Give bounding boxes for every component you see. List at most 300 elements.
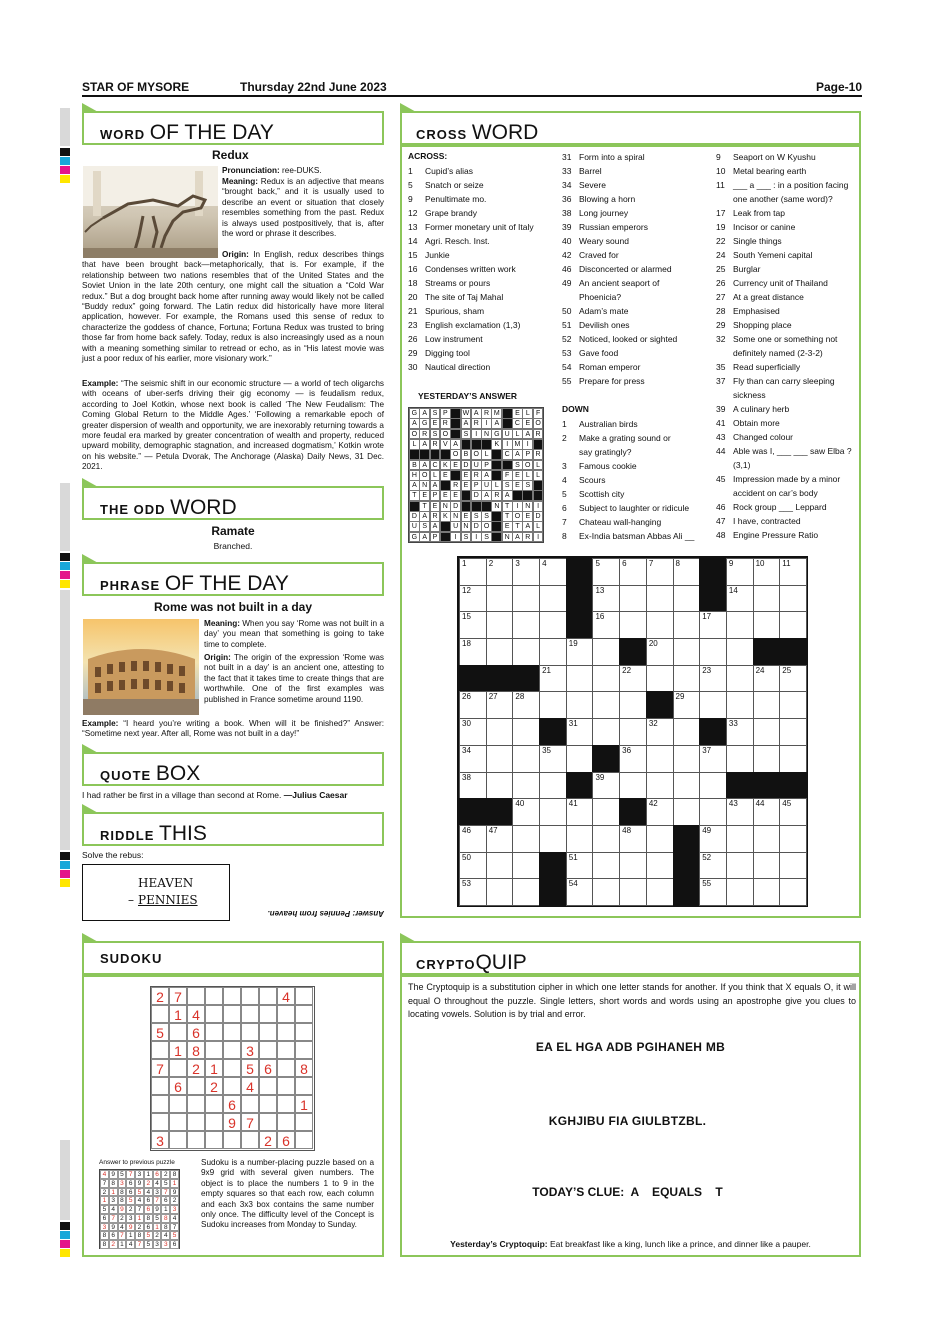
sudoku-cell[interactable] (259, 1095, 277, 1113)
crossword-cell[interactable]: 34 (459, 745, 487, 773)
crossword-cell[interactable] (779, 691, 807, 719)
crossword-cell[interactable] (512, 852, 540, 880)
crossword-cell[interactable] (779, 878, 807, 906)
crossword-cell[interactable]: 19 (566, 638, 594, 666)
sudoku-cell[interactable] (223, 1077, 241, 1095)
crossword-cell[interactable]: 25 (779, 665, 807, 693)
crossword-black-cell (486, 665, 514, 693)
crossword-cell[interactable] (673, 772, 701, 800)
crossword-cell[interactable] (726, 825, 754, 853)
crossword-cell[interactable] (592, 878, 620, 906)
answer-cell: P (481, 460, 492, 471)
crossword-cell[interactable] (512, 772, 540, 800)
sudoku-cell[interactable] (223, 1059, 241, 1077)
sudoku-cell[interactable] (169, 1131, 187, 1149)
answer-cell: L (430, 470, 441, 481)
color-bar (60, 166, 70, 174)
crossword-cell[interactable]: 21 (539, 665, 567, 693)
clue: 45 Impression made by a minor (716, 474, 841, 484)
crossword-cell[interactable]: 13 (592, 585, 620, 613)
crossword-cell[interactable] (486, 718, 514, 746)
crossword-cell[interactable]: 18 (459, 638, 487, 666)
crossword-black-cell (699, 585, 727, 613)
crossword-cell[interactable]: 50 (459, 852, 487, 880)
answer-cell: E (419, 490, 430, 501)
crossword-cell[interactable] (753, 852, 781, 880)
crossword-cell[interactable]: 14 (726, 585, 754, 613)
crossword-cell[interactable] (753, 825, 781, 853)
crossword-cell[interactable] (486, 852, 514, 880)
sudoku-cell[interactable] (259, 1113, 277, 1131)
sudoku-cell[interactable] (151, 1077, 169, 1095)
crossword-cell[interactable] (619, 772, 647, 800)
sudoku-cell[interactable] (295, 987, 313, 1005)
clue: 24 South Yemeni capital (716, 250, 813, 260)
answer-cell: K (440, 460, 451, 471)
crossword-cell[interactable]: 38 (459, 772, 487, 800)
crossword-cell[interactable] (779, 718, 807, 746)
cryptoquip-line1: EA EL HGA ADB PGIHANEH MB (535, 1040, 726, 1054)
crossword-cell[interactable] (512, 825, 540, 853)
crossword-cell[interactable]: 47 (486, 825, 514, 853)
crossword-cell[interactable] (486, 772, 514, 800)
clue: 51 Devilish ones (562, 320, 630, 330)
quote-text: I had rather be first in a village than second at Rome. —Julius Caesar (82, 790, 348, 800)
word-origin: Origin: In English, redux describes things that have been brought back—metaphorically, that is. For example, if the relationship between two nations resembles that of the United States and the Soviet Union in the late 20th century, one might call the situation a “Cold War redux.” But a dog brought back home after running away would likely not be called “Buddy redux” going forward. The Latin redux did historically have more literal application, however. For example, the Romans used this sense of redux to characterize the goddess of chance, Fortuna; Fortuna Redux was trusted to bring those far from home back safely. Today, redux is also increasingly used as a noun with a meaning something similar to retread or echo, as in “His latest movie was just a poor redux of his earlier, more visionary work.” (82, 250, 384, 364)
sudoku-cell: 1 (205, 1059, 223, 1077)
crossword-cell[interactable]: 46 (459, 825, 487, 853)
sudoku-cell[interactable] (259, 1041, 277, 1059)
crossword-cell[interactable] (753, 878, 781, 906)
crossword-cell[interactable]: 26 (459, 691, 487, 719)
crossword-cell[interactable] (539, 638, 567, 666)
answer-cell: E (512, 480, 523, 491)
crossword-cell[interactable]: 23 (699, 665, 727, 693)
crossword-cell[interactable] (486, 638, 514, 666)
crossword-cell[interactable] (646, 611, 674, 639)
crossword-cell[interactable] (726, 878, 754, 906)
crossword-cell[interactable]: 5 (592, 558, 620, 586)
crossword-cell[interactable]: 20 (646, 638, 674, 666)
answer-cell: A (430, 521, 441, 532)
margin-strip (60, 590, 70, 850)
crossword-cell[interactable] (566, 745, 594, 773)
sudoku-cell[interactable] (223, 1041, 241, 1059)
crossword-cell[interactable]: 41 (566, 798, 594, 826)
sudoku-cell[interactable] (277, 1005, 295, 1023)
sudoku-cell[interactable] (295, 1113, 313, 1131)
crossword-cell[interactable]: 44 (753, 798, 781, 826)
clue: 41 Obtain more (716, 418, 780, 428)
sudoku-cell: 9 (223, 1113, 241, 1131)
crossword-cell[interactable] (699, 798, 727, 826)
sudoku-cell[interactable] (223, 987, 241, 1005)
prev-answer-cell: 6 (100, 1214, 109, 1223)
crossword-cell[interactable] (779, 825, 807, 853)
answer-cell: A (522, 429, 533, 440)
down-clues-2 (716, 150, 861, 542)
crossword-cell[interactable] (566, 665, 594, 693)
crossword-cell[interactable]: 30 (459, 718, 487, 746)
crossword-cell[interactable]: 7 (646, 558, 674, 586)
crossword-cell[interactable] (539, 798, 567, 826)
crossword-cell[interactable]: 15 (459, 611, 487, 639)
prev-answer-cell: 3 (118, 1179, 127, 1188)
sudoku-cell[interactable] (277, 1041, 295, 1059)
crossword-cell[interactable] (726, 852, 754, 880)
crossword-cell[interactable] (753, 585, 781, 613)
crossword-cell[interactable] (486, 611, 514, 639)
crossword-cell[interactable]: 3 (512, 558, 540, 586)
paper-name: STAR OF MYSORE (82, 80, 190, 94)
crossword-cell[interactable] (512, 745, 540, 773)
answer-cell (502, 418, 513, 429)
sudoku-cell[interactable] (259, 987, 277, 1005)
crossword-cell[interactable]: 2 (486, 558, 514, 586)
crossword-cell[interactable]: 28 (512, 691, 540, 719)
prev-answer-cell: 5 (170, 1231, 179, 1240)
answer-cell (409, 449, 420, 460)
crossword-cell[interactable] (699, 691, 727, 719)
clue: 20 The site of Taj Mahal (408, 292, 504, 302)
answer-cell: D (471, 490, 482, 501)
answer-cell (461, 490, 472, 501)
prev-answer-cell: 9 (135, 1179, 144, 1188)
crossword-cell[interactable] (592, 691, 620, 719)
crossword-cell[interactable] (539, 585, 567, 613)
crossword-cell[interactable]: 8 (673, 558, 701, 586)
answer-cell: L (522, 470, 533, 481)
sudoku-cell[interactable] (205, 1023, 223, 1041)
crossword-cell[interactable] (566, 691, 594, 719)
crossword-cell[interactable]: 9 (726, 558, 754, 586)
crossword-cell[interactable] (619, 718, 647, 746)
rebus-line2: PENNIES (138, 893, 198, 907)
crossword-black-cell (779, 638, 807, 666)
crossword-cell[interactable] (673, 585, 701, 613)
color-bar (60, 580, 70, 588)
crossword-cell[interactable] (646, 878, 674, 906)
sudoku-cell[interactable] (241, 987, 259, 1005)
answer-cell (419, 449, 430, 460)
color-bar (60, 1231, 70, 1239)
crossword-cell[interactable]: 32 (646, 718, 674, 746)
sudoku-cell[interactable] (241, 1131, 259, 1149)
prev-answer-cell: 8 (100, 1240, 109, 1249)
crossword-cell[interactable]: 11 (779, 558, 807, 586)
clue: 34 Severe (562, 180, 606, 190)
crossword-cell[interactable]: 40 (512, 798, 540, 826)
crossword-cell[interactable] (779, 585, 807, 613)
answer-cell: R (522, 532, 533, 543)
answer-cell (450, 408, 461, 419)
crossword-title: CROSS WORD (400, 111, 861, 145)
crossword-cell[interactable] (512, 878, 540, 906)
crossword-cell[interactable]: 52 (699, 852, 727, 880)
crossword-cell[interactable] (512, 585, 540, 613)
cryptoquip-yesterday: Yesterday’s Cryptoquip: Eat breakfast like a king, lunch like a prince, and dinner like a pauper. (450, 1239, 811, 1249)
crossword-cell[interactable] (753, 611, 781, 639)
crossword-cell[interactable]: 29 (673, 691, 701, 719)
crossword-cell[interactable] (592, 718, 620, 746)
clue: 53 Gave food (562, 348, 619, 358)
sudoku-cell[interactable] (169, 1113, 187, 1131)
answer-cell: O (481, 521, 492, 532)
crossword-cell[interactable] (619, 585, 647, 613)
sudoku-cell[interactable] (223, 1005, 241, 1023)
answer-cell: S (461, 532, 472, 543)
crossword-cell[interactable] (566, 825, 594, 853)
sudoku-cell[interactable] (205, 1041, 223, 1059)
sudoku-cell[interactable] (151, 1005, 169, 1023)
color-bar (60, 553, 70, 561)
sudoku-cell[interactable] (277, 1095, 295, 1113)
crossword-cell[interactable]: 31 (566, 718, 594, 746)
crossword-cell[interactable] (539, 825, 567, 853)
crossword-cell[interactable]: 36 (619, 745, 647, 773)
answer-cell: D (450, 501, 461, 512)
crossword-cell[interactable]: 42 (646, 798, 674, 826)
crossword-cell[interactable] (592, 825, 620, 853)
sudoku-cell[interactable] (295, 1041, 313, 1059)
sudoku-cell[interactable] (151, 1113, 169, 1131)
crossword-black-cell (673, 878, 701, 906)
crossword-cell[interactable] (592, 852, 620, 880)
crossword-cell[interactable] (673, 638, 701, 666)
crossword-cell[interactable] (646, 852, 674, 880)
crossword-cell[interactable]: 51 (566, 852, 594, 880)
prev-answer-cell: 6 (126, 1188, 135, 1197)
crossword-cell[interactable] (486, 745, 514, 773)
clue: 1 Australian birds (562, 419, 638, 429)
crossword-cell[interactable]: 45 (779, 798, 807, 826)
answer-cell: W (461, 408, 472, 419)
crossword-cell[interactable] (539, 691, 567, 719)
crossword-cell[interactable]: 48 (619, 825, 647, 853)
crossword-cell[interactable] (726, 665, 754, 693)
crossword-cell[interactable] (619, 691, 647, 719)
clue: say gratingly? (579, 447, 632, 457)
clue: 27 At a great distance (716, 292, 804, 302)
crossword-cell[interactable]: 35 (539, 745, 567, 773)
crossword-cell[interactable]: 12 (459, 585, 487, 613)
answer-cell: O (450, 449, 461, 460)
phrase-example: Example: “I heard you’re writing a book. When will it be finished?” Answer: “Sometime next year. After all, Rome was not built in a day!” (82, 719, 385, 739)
crossword-cell[interactable] (646, 772, 674, 800)
sudoku-cell[interactable] (295, 1023, 313, 1041)
crossword-cell[interactable] (539, 772, 567, 800)
crossword-cell[interactable] (726, 691, 754, 719)
clue: 16 Condenses written work (408, 264, 516, 274)
crossword-cell[interactable] (726, 611, 754, 639)
answer-cell (471, 501, 482, 512)
sudoku-cell: 1 (169, 1005, 187, 1023)
quote-box-title: QUOTE BOX (82, 752, 384, 786)
crossword-cell[interactable]: 4 (539, 558, 567, 586)
crossword-cell[interactable] (753, 745, 781, 773)
prev-answer-cell: 3 (170, 1205, 179, 1214)
sudoku-cell[interactable] (223, 1131, 241, 1149)
crossword-cell[interactable] (779, 611, 807, 639)
crossword-cell[interactable] (486, 585, 514, 613)
crossword-cell[interactable] (726, 745, 754, 773)
yesterday-answer-label: YESTERDAY’S ANSWER (418, 391, 518, 401)
crossword-cell[interactable] (753, 718, 781, 746)
crossword-cell[interactable] (779, 852, 807, 880)
sudoku-cell[interactable] (187, 987, 205, 1005)
crossword-cell[interactable] (619, 878, 647, 906)
crossword-cell[interactable] (699, 772, 727, 800)
crossword-cell[interactable] (539, 611, 567, 639)
sudoku-cell[interactable] (187, 1077, 205, 1095)
answer-cell: E (450, 460, 461, 471)
crossword-cell[interactable]: 24 (753, 665, 781, 693)
crossword-cell[interactable] (512, 638, 540, 666)
sudoku-cell[interactable] (187, 1113, 205, 1131)
sudoku-cell[interactable] (259, 1023, 277, 1041)
answer-cell: R (471, 418, 482, 429)
sudoku-cell[interactable] (241, 1023, 259, 1041)
crossword-cell[interactable] (486, 878, 514, 906)
crossword-cell[interactable]: 39 (592, 772, 620, 800)
answer-cell: R (533, 449, 544, 460)
sudoku-cell[interactable] (205, 1005, 223, 1023)
answer-cell: F (502, 470, 513, 481)
crossword-cell[interactable]: 6 (619, 558, 647, 586)
answer-cell: N (522, 501, 533, 512)
prev-answer-cell: 7 (100, 1179, 109, 1188)
crossword-cell[interactable] (699, 638, 727, 666)
crossword-cell[interactable]: 54 (566, 878, 594, 906)
crossword-cell[interactable] (673, 745, 701, 773)
crossword-cell[interactable]: 17 (699, 611, 727, 639)
answer-cell: B (461, 449, 472, 460)
sudoku-cell[interactable] (277, 1077, 295, 1095)
crossword-black-cell (459, 665, 487, 693)
sudoku-cell[interactable] (205, 1095, 223, 1113)
phrase-of-day-title: PHRASE OF THE DAY (82, 562, 384, 596)
word-example: Example: “The seismic shift in our economic structure — a world of tech oligarchs with oceans of uber-serfs driving their gig economy — is feudalism redux, according to Joel Kotkin, whose next book is called ‘The New Feudalism: The Coming Global Return to the Middle Ages.’ ‘Following a remarkable epoch of greater dispersion of wealth and opportunity, we are inexorably returning towards a more feudal era marked by greater concentration of wealth and property, reduced upward mobility, demographic stagnation, and increased dogmatism,’ Kotkin wrote on his website.” — Petula Dvorak, The Anchorage (Alaska) Daily News, 31 Dec. 2021. (82, 379, 384, 472)
sudoku-cell[interactable] (259, 1005, 277, 1023)
crossword-cell[interactable]: 10 (753, 558, 781, 586)
crossword-cell[interactable]: 37 (699, 745, 727, 773)
sudoku-cell[interactable] (223, 1023, 241, 1041)
crossword-cell[interactable] (512, 611, 540, 639)
crossword-cell[interactable] (592, 798, 620, 826)
clue: 26 Low instrument (408, 334, 483, 344)
sudoku-cell: 1 (295, 1095, 313, 1113)
crossword-cell[interactable] (512, 718, 540, 746)
answer-cell: L (533, 460, 544, 471)
crossword-cell[interactable]: 55 (699, 878, 727, 906)
crossword-cell[interactable] (673, 665, 701, 693)
answer-cell: E (450, 490, 461, 501)
answer-cell: S (512, 460, 523, 471)
sudoku-cell[interactable] (259, 1077, 277, 1095)
crossword-black-cell (753, 638, 781, 666)
answer-cell: U (471, 460, 482, 471)
crossword-cell[interactable]: 33 (726, 718, 754, 746)
answer-cell: R (419, 429, 430, 440)
answer-cell: L (409, 439, 420, 450)
crossword-cell[interactable]: 43 (726, 798, 754, 826)
cryptoquip-clue: TODAY’S CLUE: A EQUALS T (532, 1185, 723, 1199)
sudoku-cell[interactable] (187, 1131, 205, 1149)
sudoku-cell: 4 (277, 987, 295, 1005)
sudoku-cell[interactable] (169, 1023, 187, 1041)
sudoku-cell[interactable] (169, 1095, 187, 1113)
answer-cell: S (522, 480, 533, 491)
color-bar (60, 879, 70, 887)
sudoku-cell[interactable] (295, 1077, 313, 1095)
prev-answer-cell: 7 (126, 1170, 135, 1179)
answer-cell: D (471, 521, 482, 532)
crossword-cell[interactable] (673, 718, 701, 746)
sudoku-cell[interactable] (277, 1113, 295, 1131)
sudoku-cell[interactable] (205, 987, 223, 1005)
sudoku-cell[interactable] (295, 1005, 313, 1023)
crossword-cell[interactable] (646, 665, 674, 693)
crossword-cell[interactable] (779, 745, 807, 773)
crossword-cell[interactable] (592, 665, 620, 693)
sudoku-cell[interactable] (151, 1041, 169, 1059)
crossword-cell[interactable]: 27 (486, 691, 514, 719)
prev-answer-cell: 1 (170, 1179, 179, 1188)
crossword-black-cell (539, 878, 567, 906)
sudoku-cell[interactable] (205, 1131, 223, 1149)
crossword-cell[interactable]: 1 (459, 558, 487, 586)
sudoku-cell[interactable] (151, 1095, 169, 1113)
crossword-black-cell (566, 585, 594, 613)
clue: 5 Snatch or seize (408, 180, 484, 190)
crossword-cell[interactable] (619, 852, 647, 880)
crossword-cell[interactable] (619, 611, 647, 639)
crossword-cell[interactable] (726, 638, 754, 666)
prev-answer-cell: 3 (161, 1240, 170, 1249)
crossword-cell[interactable] (646, 825, 674, 853)
sudoku-cell[interactable] (187, 1095, 205, 1113)
crossword-cell[interactable]: 53 (459, 878, 487, 906)
answer-cell (409, 501, 420, 512)
clue: 40 Weary sound (562, 236, 629, 246)
crossword-cell[interactable] (646, 745, 674, 773)
answer-cell: S (461, 429, 472, 440)
sudoku-cell[interactable] (241, 1005, 259, 1023)
crossword-cell[interactable]: 16 (592, 611, 620, 639)
answer-cell: I (450, 532, 461, 543)
crossword-cell[interactable] (673, 798, 701, 826)
answer-cell (481, 501, 492, 512)
crossword-cell[interactable] (753, 691, 781, 719)
sudoku-cell[interactable] (241, 1095, 259, 1113)
crossword-cell[interactable] (673, 611, 701, 639)
prev-answer-cell: 2 (100, 1188, 109, 1197)
sudoku-cell[interactable] (277, 1023, 295, 1041)
crossword-cell[interactable]: 49 (699, 825, 727, 853)
sudoku-cell[interactable] (205, 1113, 223, 1131)
sudoku-cell[interactable] (295, 1131, 313, 1149)
sudoku-cell[interactable] (277, 1059, 295, 1077)
sudoku-cell: 5 (151, 1023, 169, 1041)
clue: 30 Nautical direction (408, 362, 491, 372)
crossword-cell[interactable] (646, 585, 674, 613)
answer-cell: R (533, 429, 544, 440)
crossword-cell[interactable] (592, 638, 620, 666)
prev-answer-cell: 4 (153, 1179, 162, 1188)
sudoku-cell[interactable] (169, 1059, 187, 1077)
answer-cell: O (522, 460, 533, 471)
crossword-cell[interactable]: 22 (619, 665, 647, 693)
